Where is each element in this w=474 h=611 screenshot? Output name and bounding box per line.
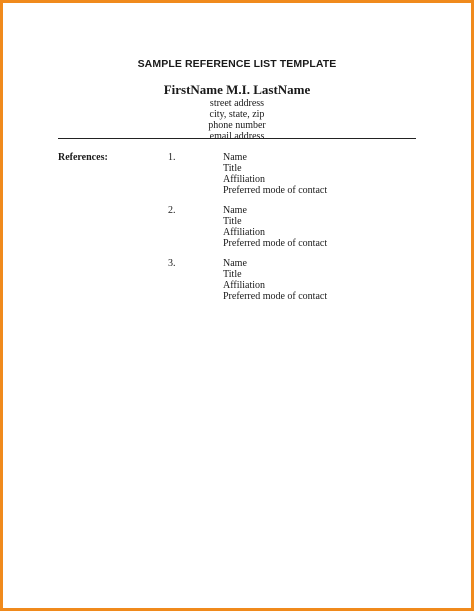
reference-name: Name xyxy=(223,152,247,163)
reference-title: Title xyxy=(223,163,242,174)
reference-fields xyxy=(223,258,327,302)
reference-name: Name xyxy=(223,258,247,269)
reference-affiliation: Affiliation xyxy=(223,174,266,185)
reference-contact-mode: Preferred mode of contact xyxy=(223,291,328,302)
reference-affiliation: Affiliation xyxy=(223,227,266,238)
reference-contact-mode: Preferred mode of contact xyxy=(223,238,328,249)
street-address: street address xyxy=(209,98,265,109)
contact-header xyxy=(0,82,474,142)
reference-number: 1. xyxy=(168,152,176,163)
full-name: FirstName M.I. LastName xyxy=(163,82,311,97)
reference-title: Title xyxy=(223,216,242,227)
reference-number: 2. xyxy=(168,205,176,216)
document-title: SAMPLE REFERENCE LIST TEMPLATE xyxy=(137,58,337,70)
reference-fields xyxy=(223,205,327,249)
reference-affiliation: Affiliation xyxy=(223,280,266,291)
email-address: email address xyxy=(209,131,265,142)
reference-number: 3. xyxy=(168,258,176,269)
header-divider xyxy=(58,138,416,139)
reference-title: Title xyxy=(223,269,242,280)
reference-fields xyxy=(223,152,327,196)
reference-contact-mode: Preferred mode of contact xyxy=(223,185,328,196)
references-label: References: xyxy=(58,152,108,163)
city-state-zip: city, state, zip xyxy=(209,109,265,120)
phone-number: phone number xyxy=(208,120,266,131)
reference-name: Name xyxy=(223,205,247,216)
